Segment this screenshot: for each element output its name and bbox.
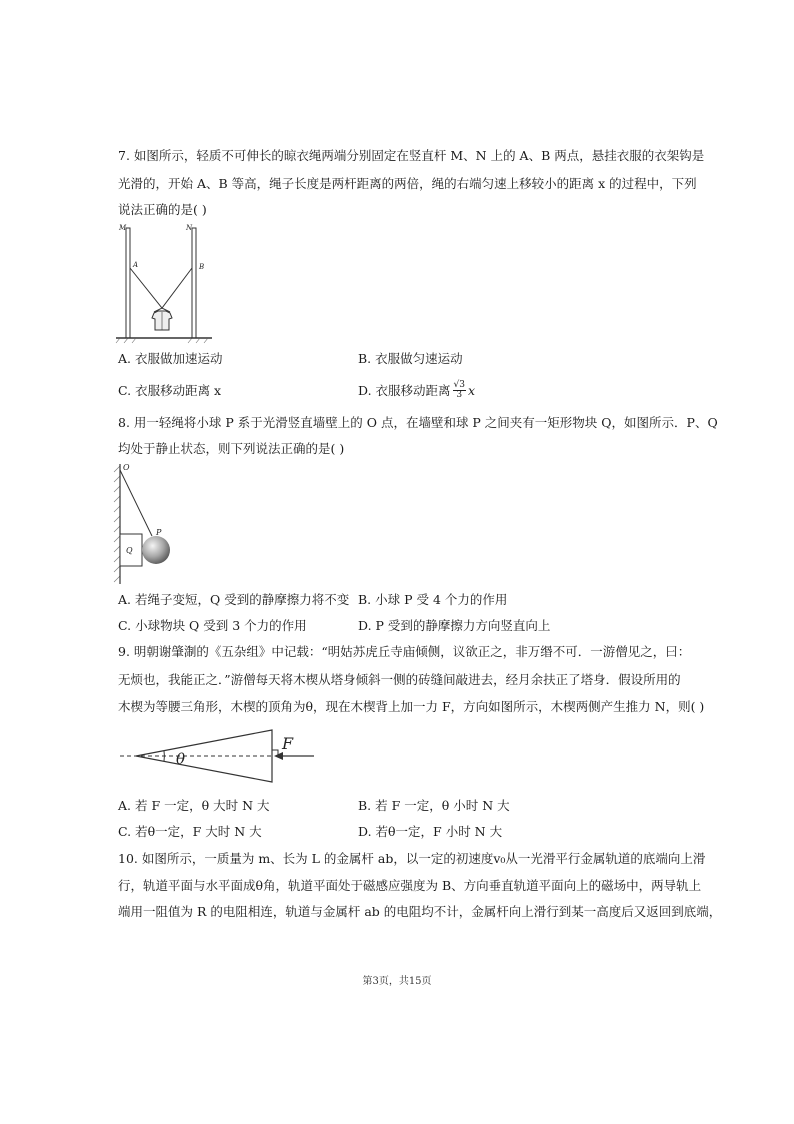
q8-option-b: B. 小球 P 受 4 个力的作用 [358,592,508,607]
q8-option-a: A. 若绳子变短，Q 受到的静摩擦力将不变 [118,592,350,607]
q9-text-line-3: 木楔为等腰三角形，木楔的顶角为θ，现在木楔背上加一力 F，方向如图所示，木楔两侧产生推力 N，则( ) [118,699,705,714]
q7-text-line-3: 说法正确的是( ) [118,202,207,217]
page-footer: 第3页，共15页 [362,976,432,987]
q10-text-line-3: 端用一阻值为 R 的电阻相连，轨道与金属杆 ab 的电阻均不计，金属杆向上滑行到某一高度后又返回到底端， [118,904,722,919]
q8-text-line-1: 8. 用一轻绳将小球 P 系于光滑竖直墙壁上的 O 点，在墙壁和球 P 之间夹有一矩形物块 Q，如图所示．P、Q [118,415,718,430]
q8-wall-ball-figure [112,458,182,586]
q9-option-b: B. 若 F 一定，θ 小时 N 大 [358,798,510,813]
q9-text-line-1: 9. 明朝谢肇淛的《五杂组》中记载：“明姑苏虎丘寺庙倾侧，议欲正之，非万缗不可．一游僧见之，曰： [118,644,691,659]
q9-text-line-2: 无烦也，我能正之．”游僧每天将木楔从塔身倾斜一侧的砖缝间敲进去，经月余扶正了塔身．假设所用的 [118,672,681,687]
q8-option-c: C. 小球物块 Q 受到 3 个力的作用 [118,618,307,633]
q7-option-a: A. 衣服做加速运动 [118,351,223,366]
q7-label-m: M [119,224,127,232]
q7-label-n: N [186,224,193,232]
q8-label-o: O [123,463,130,472]
q8-text-line-2: 均处于静止状态，则下列说法正确的是( ) [118,441,345,456]
q8-label-p: P [156,528,162,537]
q9-label-theta: θ [176,750,186,768]
q7-clothesline-figure [114,220,214,344]
q7-text-line-2: 光滑的，开始 A、B 等高，绳子长度是两杆距离的两倍，绳的右端匀速上移较小的距离 x 的过程中，下列 [118,176,697,191]
q7-option-d-suffix: x [468,382,476,398]
q7-option-d-fraction [453,381,466,401]
q7-label-a: A [133,261,139,269]
q7-option-d-denominator: 3 [456,390,463,401]
q7-option-d-prefix: D. 衣服移动距离 [358,382,451,398]
q9-label-f: F [282,734,294,753]
q10-text-line-1: 10. 如图所示，一质量为 m、长为 L 的金属杆 ab，以一定的初速度v₀从一光滑平行金属轨道的底端向上滑 [118,851,706,866]
q9-option-c: C. 若θ一定，F 大时 N 大 [118,824,262,839]
q7-option-c: C. 衣服移动距离 x [118,383,222,398]
q9-wedge-figure [118,724,318,790]
q7-label-b: B [199,263,205,271]
q8-option-d: D. P 受到的静摩擦力方向竖直向上 [358,618,551,633]
q9-option-a: A. 若 F 一定，θ 大时 N 大 [118,798,270,813]
q9-option-d: D. 若θ一定，F 小时 N 大 [358,824,503,839]
q10-text-line-2: 行，轨道平面与水平面成θ角，轨道平面处于磁感应强度为 B、方向垂直轨道平面向上的磁场中，两导轨上 [118,878,702,893]
q7-option-d-numerator: √3 [453,380,465,390]
q7-option-b: B. 衣服做匀速运动 [358,351,463,366]
q7-option-d [358,381,475,401]
ball-p [142,536,170,564]
q8-label-q: Q [126,546,133,555]
q7-text-line-1: 7. 如图所示，轻质不可伸长的晾衣绳两端分别固定在竖直杆 M、N 上的 A、B 两点，悬挂衣服的衣架钩是 [118,148,705,163]
